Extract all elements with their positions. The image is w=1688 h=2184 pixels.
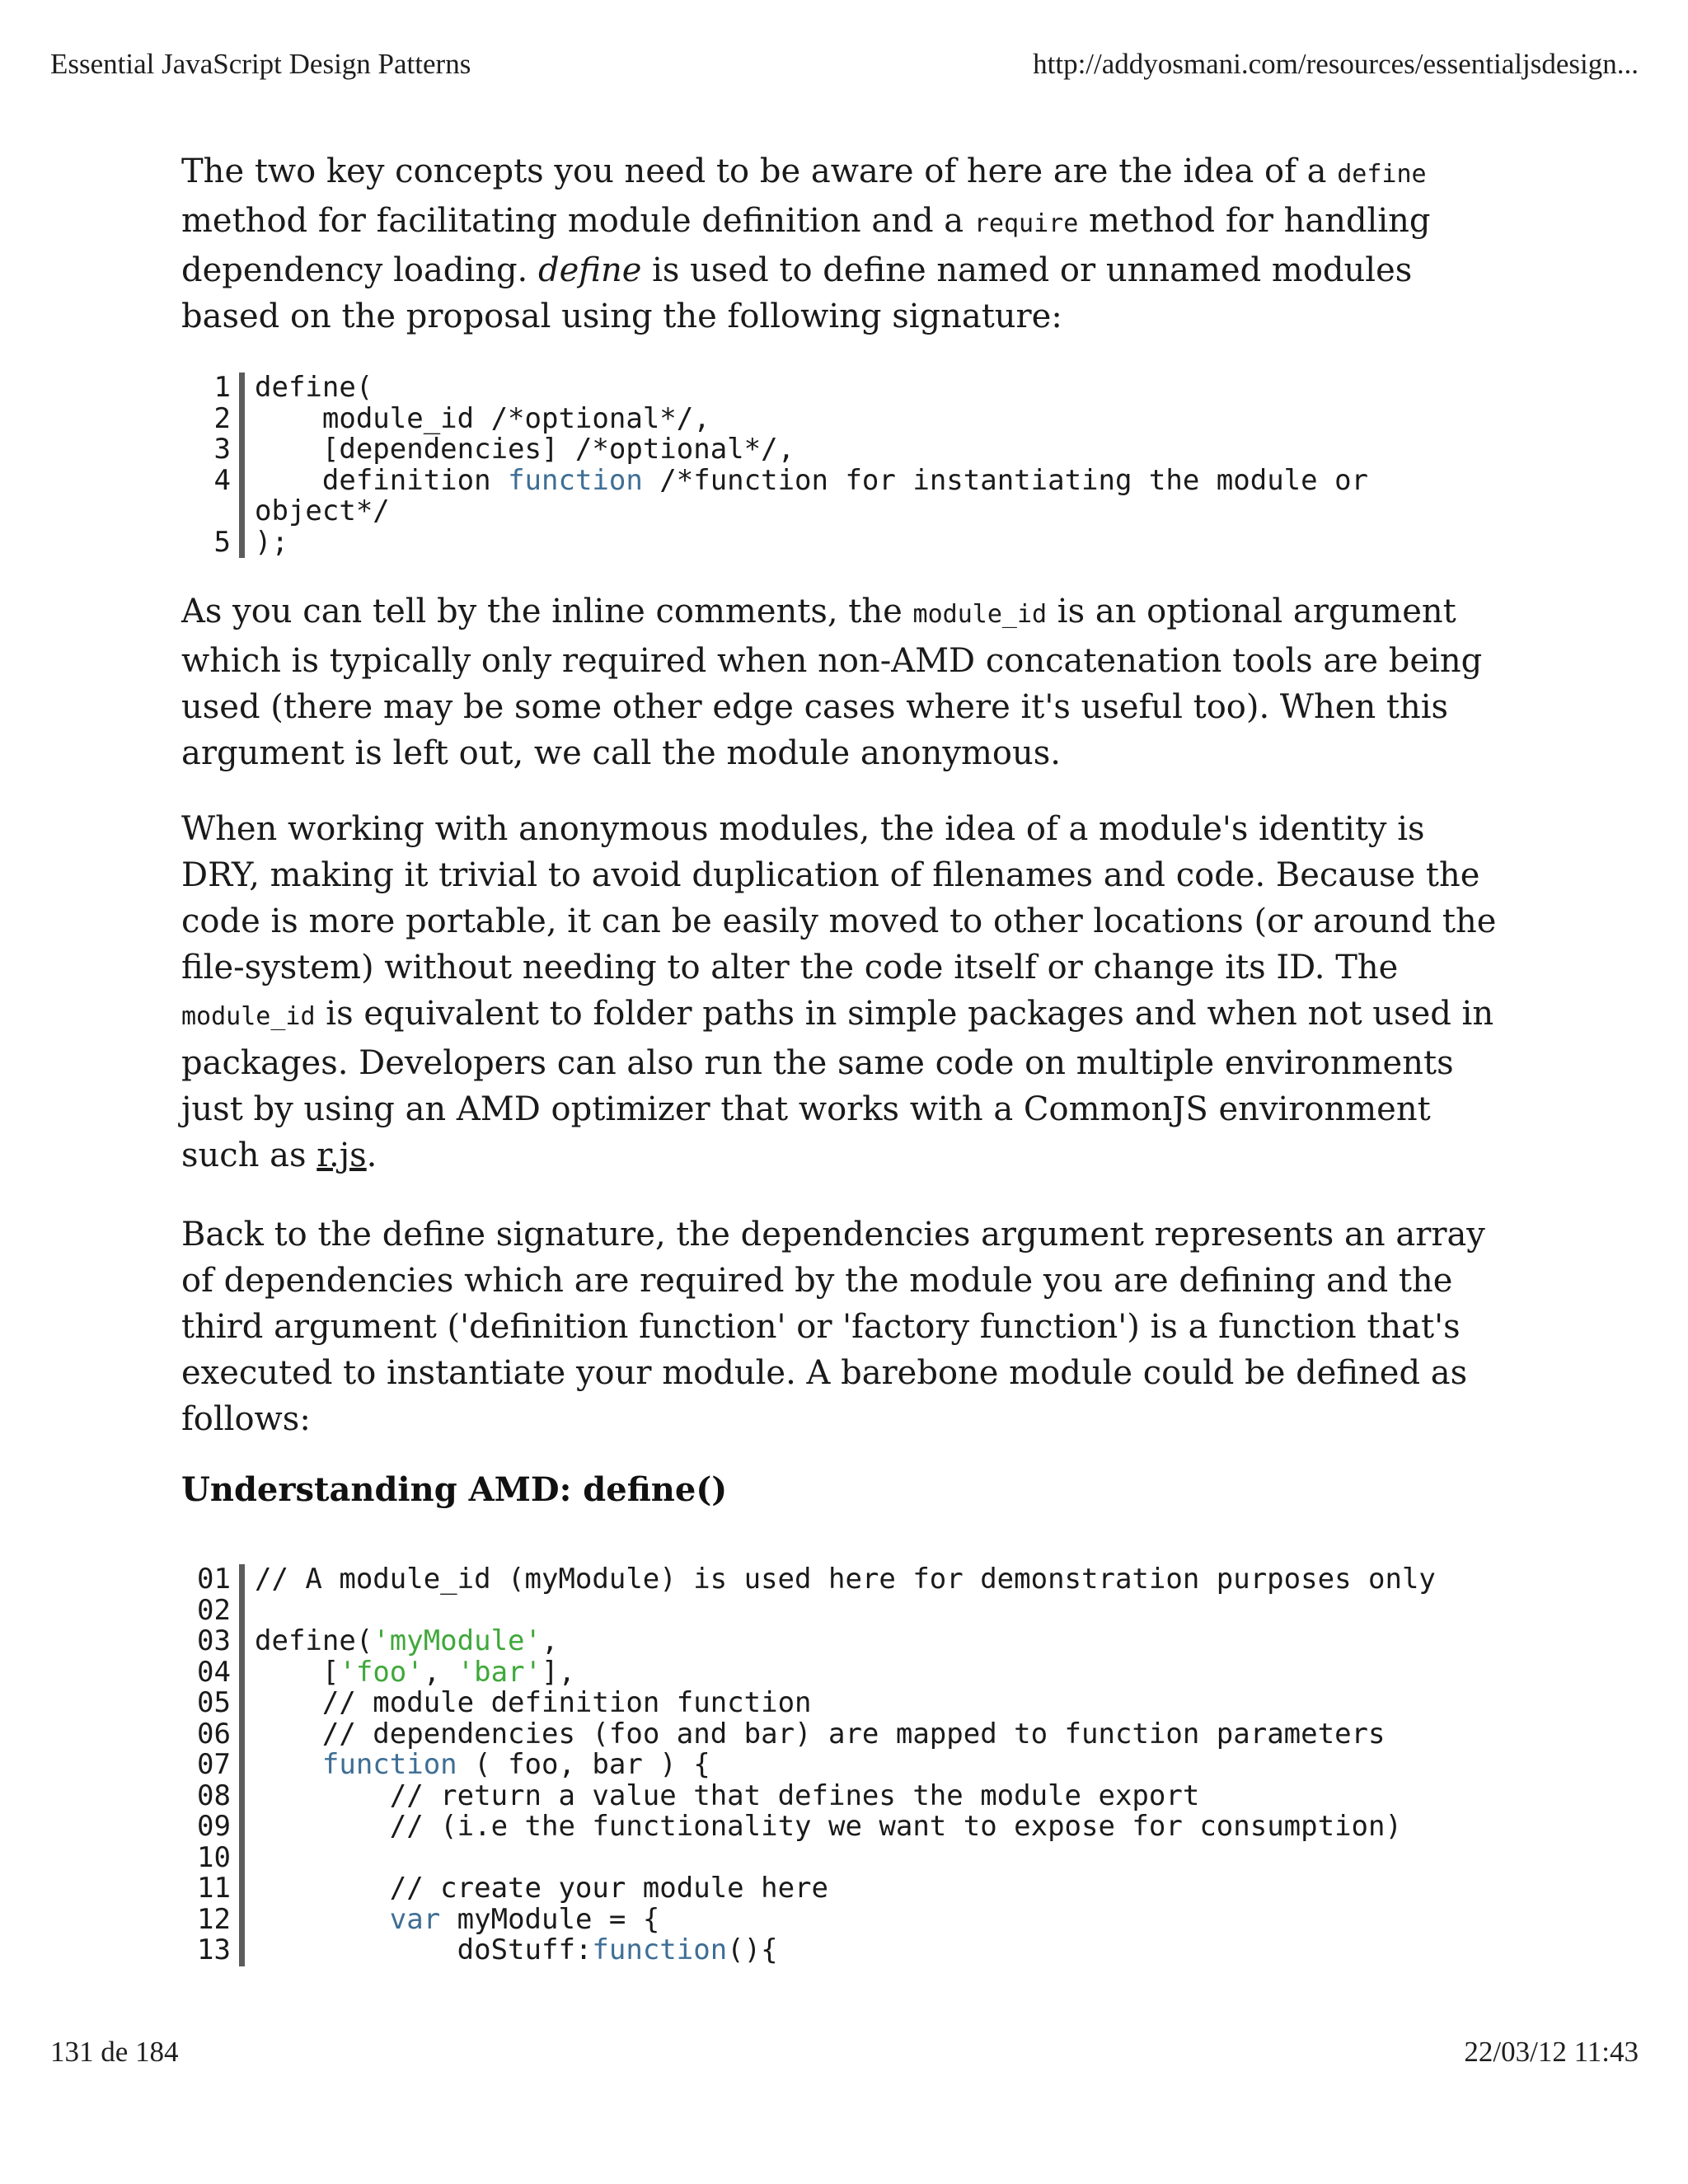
code-line: 12 var myModule = { bbox=[197, 1902, 660, 1936]
code-line: 05 // module definition function bbox=[197, 1686, 812, 1719]
section-heading: Understanding AMD: define() bbox=[181, 1470, 728, 1509]
page-header-title: Essential JavaScript Design Patterns bbox=[50, 48, 471, 80]
code-line: 3 [dependencies] /*optional*/, bbox=[213, 433, 795, 466]
paragraph-anonymous-modules: When working with anonymous modules, the idea of a module's identity is DRY, making it trivial to avoid duplication of filenames and code. Because the code is more portable, it can be easily moved to other locations (or around the file-system) without needing to alter the code itself or change its ID. The module_id is equivalent to folder paths in simple packages and when not used in packages. Developers can also run the same code on multiple environments just by using an AMD optimizer that works with a CommonJS environment such as r.js. bbox=[181, 810, 1497, 1174]
paragraph-intro: The two key concepts you need to be aware of here are the idea of a define method for facilitating module definition and a require method for handling dependency loading. define is used to define named or unnamed modules based on the proposal using the following signature: bbox=[181, 152, 1431, 335]
code-line: 5 ); bbox=[213, 525, 288, 559]
rjs-link[interactable]: r.js bbox=[316, 1137, 367, 1174]
code-line: 13 doStuff:function(){ bbox=[197, 1933, 778, 1966]
code-line: 02 bbox=[181, 1596, 1508, 1627]
page-footer-datetime: 22/03/12 11:43 bbox=[1464, 2036, 1639, 2068]
code-line: 08 // return a value that defines the module export bbox=[197, 1779, 1200, 1812]
code-line: 10 bbox=[181, 1843, 1508, 1874]
page-header-url: http://addyosmani.com/resources/essentialjsdesign... bbox=[1033, 48, 1639, 80]
code-line: 04 ['foo', 'bar'], bbox=[197, 1655, 575, 1689]
code-line: 2 module_id /*optional*/, bbox=[213, 401, 710, 435]
code-line: 11 // create your module here bbox=[197, 1872, 828, 1905]
code-line: 03 define('myModule', bbox=[197, 1624, 559, 1657]
paragraph-module-id: As you can tell by the inline comments, the module_id is an optional argument which is typically only required when non-AMD concatenation tools are being used (there may be some other edge cases where it's useful too). When this argument is left out, we call the module anonymous. bbox=[181, 593, 1483, 772]
code-line: 4 definition function /*function for instantiating the module or object*/ bbox=[213, 463, 1386, 527]
code-block-define-example bbox=[181, 1564, 1508, 1966]
inline-code-require: require bbox=[973, 209, 1079, 238]
code-line: 06 // dependencies (foo and bar) are mapped to function parameters bbox=[197, 1717, 1386, 1750]
code-line: 07 function ( foo, bar ) { bbox=[197, 1748, 710, 1781]
code-block-signature bbox=[181, 373, 1508, 558]
code-line: 01 // A module_id (myModule) is used here for demonstration purposes only bbox=[197, 1563, 1436, 1596]
inline-code-module-id: module_id bbox=[912, 600, 1048, 629]
code-line: 09 // (i.e the functionality we want to expose for consumption) bbox=[197, 1810, 1402, 1843]
page-footer-page-number: 131 de 184 bbox=[50, 2036, 179, 2068]
inline-code-define: define bbox=[1337, 160, 1427, 189]
code-line: 1 define( bbox=[213, 371, 373, 404]
inline-code-module-id: module_id bbox=[181, 1002, 316, 1031]
paragraph-define-signature: Back to the define signature, the dependencies argument represents an array of dependencies which are required by the module you are defining and the third argument ('definition function' or 'factory function') is a function that's executed to instantiate your module. A barebone module could be defined as follows: bbox=[181, 1216, 1485, 1438]
